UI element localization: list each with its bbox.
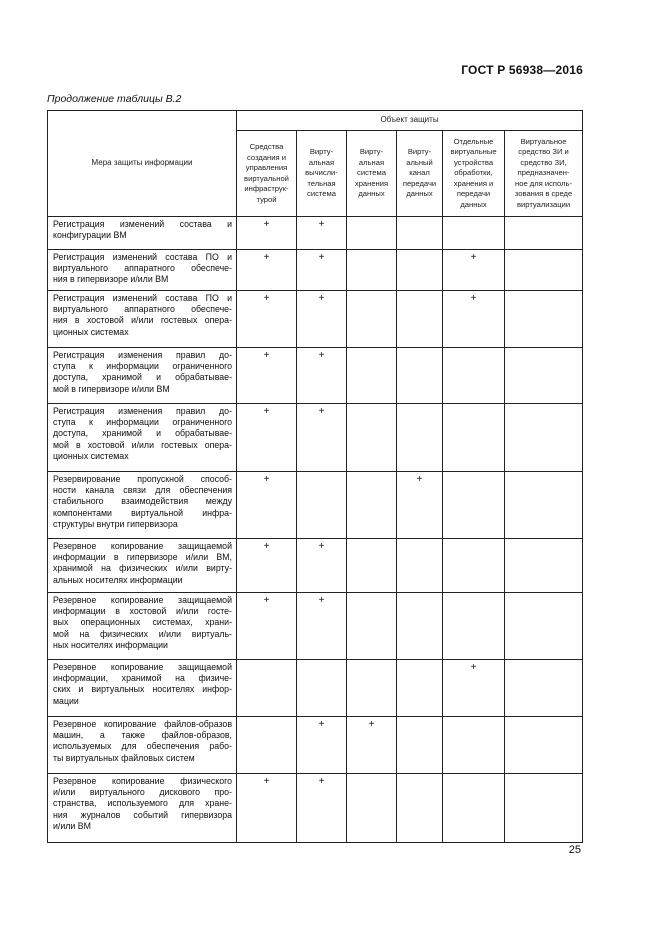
table-row <box>48 717 583 774</box>
applicability-mark <box>347 217 397 250</box>
applicability-mark <box>505 291 583 348</box>
applicability-mark <box>297 472 347 539</box>
measure-line: ступа к информации ограниченного <box>53 361 232 372</box>
measure-cell <box>48 217 237 250</box>
measure-line: структуры внутри гипервизора <box>53 518 178 529</box>
measure-line: мации <box>53 695 79 706</box>
applicability-mark <box>397 774 443 843</box>
applicability-mark <box>443 539 505 593</box>
measure-line: вых операционных системах, храни- <box>53 617 232 628</box>
header-line: система <box>307 189 336 199</box>
header-line: обработки, <box>454 168 493 178</box>
applicability-mark <box>397 539 443 593</box>
object-column-header <box>237 131 297 217</box>
page-number: 25 <box>568 844 581 856</box>
applicability-mark <box>397 660 443 717</box>
applicability-mark <box>397 717 443 774</box>
applicability-mark <box>347 348 397 404</box>
measure-cell <box>48 717 237 774</box>
header-line: данных <box>358 189 385 199</box>
applicability-mark <box>397 250 443 291</box>
measure-line: стабильного взаимодействия между <box>53 496 232 507</box>
applicability-mark: + <box>237 291 297 348</box>
measure-line: Резервирование пропускной способ- <box>53 474 232 484</box>
measure-line: альных носителях информации <box>53 574 183 585</box>
measure-line: мой в гипервизоре и/или ВМ <box>53 383 170 394</box>
applicability-mark <box>443 774 505 843</box>
header-line: виртуальной <box>244 173 289 183</box>
applicability-mark <box>505 660 583 717</box>
measure-line: Регистрация изменений состава и <box>53 219 232 229</box>
header-line: Отдельные <box>453 136 494 146</box>
header-line: средство ЗИ и <box>518 147 569 157</box>
measure-line: Резервное копирование защищаемой <box>53 662 232 672</box>
table-row <box>48 539 583 593</box>
measure-line: Регистрация изменения правил до- <box>53 406 232 416</box>
measure-cell <box>48 250 237 291</box>
measure-line: мой в хостовой и/или гостевых опера- <box>53 439 232 450</box>
header-line: средство ЗИ, <box>520 157 567 167</box>
applicability-mark <box>443 348 505 404</box>
applicability-mark: + <box>297 593 347 660</box>
applicability-mark <box>347 291 397 348</box>
measure-line: и/или ВМ <box>53 820 91 831</box>
applicability-mark <box>347 539 397 593</box>
table-row <box>48 593 583 660</box>
header-line: передачи <box>456 189 491 199</box>
measure-line: виртуального аппаратного обеспече- <box>53 304 232 315</box>
table-row <box>48 250 583 291</box>
applicability-mark <box>237 717 297 774</box>
applicability-mark: + <box>237 348 297 404</box>
header-line: передачи <box>402 178 437 188</box>
measure-line: доступа, хранимой и обрабатывае- <box>53 428 232 439</box>
measure-line: ты виртуальных файловых систем <box>53 752 195 763</box>
applicability-mark: + <box>297 717 347 774</box>
header-line: управления <box>245 163 288 172</box>
header-line: данных <box>460 199 487 209</box>
applicability-mark: + <box>297 291 347 348</box>
applicability-mark: + <box>237 404 297 472</box>
applicability-mark: + <box>237 774 297 843</box>
object-column-header <box>505 131 583 217</box>
measure-line: ных носителях информации <box>53 639 168 650</box>
measure-line: виртуального аппаратного обеспече- <box>53 263 232 274</box>
measure-line: странства, используемого для хране- <box>53 798 232 809</box>
measure-line: конфигурации ВМ <box>53 230 127 241</box>
measure-column-header: Мера защиты информации <box>48 111 237 217</box>
applicability-mark <box>347 472 397 539</box>
header-line: виртуальные <box>450 147 497 157</box>
applicability-mark <box>397 404 443 472</box>
header-line: альная <box>308 157 335 167</box>
applicability-mark <box>505 593 583 660</box>
measure-cell <box>48 472 237 539</box>
measure-line: используемых для обеспечения рабо- <box>53 741 232 752</box>
table-caption: Продолжение таблицы В.2 <box>47 93 182 105</box>
header-line: предназначен- <box>517 168 570 178</box>
applicability-mark <box>505 250 583 291</box>
measure-cell <box>48 404 237 472</box>
applicability-mark: + <box>297 539 347 593</box>
applicability-mark <box>443 717 505 774</box>
applicability-mark <box>505 217 583 250</box>
measure-line: информации в гипервизоре и/или ВМ, <box>53 552 232 563</box>
applicability-mark: + <box>297 404 347 472</box>
measure-line: ских и виртуальных носителях инфор- <box>53 684 232 695</box>
applicability-mark: + <box>443 250 505 291</box>
measure-cell <box>48 348 237 404</box>
measure-line: ния журналов событий гипервизора <box>53 809 232 820</box>
measure-line: хранимой на физических и/или вирту- <box>53 563 232 574</box>
measure-line: доступа, хранимой и обрабатывае- <box>53 372 232 383</box>
measure-cell <box>48 291 237 348</box>
measure-line: ности канала связи для обеспечения <box>53 485 232 496</box>
measure-line: ционных системах <box>53 326 129 337</box>
table-row <box>48 774 583 843</box>
applicability-mark <box>505 348 583 404</box>
object-column-header <box>443 131 505 217</box>
measure-line: компонентами виртуальной инфра- <box>53 507 232 518</box>
applicability-mark <box>347 774 397 843</box>
applicability-mark: + <box>237 539 297 593</box>
header-line: создания и <box>247 152 286 162</box>
header-line: альная <box>358 157 385 167</box>
measure-line: Регистрация изменений состава ПО и <box>53 252 232 262</box>
applicability-mark <box>443 472 505 539</box>
applicability-mark: + <box>443 660 505 717</box>
table-row <box>48 472 583 539</box>
applicability-mark <box>397 593 443 660</box>
header-line: система <box>357 168 386 178</box>
measure-line: ния в гипервизоре и/или ВМ <box>53 274 169 285</box>
object-column-header <box>397 131 443 217</box>
applicability-mark <box>505 539 583 593</box>
header-line: данных <box>406 189 433 199</box>
header-line: Вирту- <box>407 147 432 157</box>
measure-line: и/или виртуального дискового про- <box>53 787 232 798</box>
measure-line: информации, хранимой на физиче- <box>53 673 232 684</box>
applicability-mark <box>237 660 297 717</box>
applicability-mark <box>443 217 505 250</box>
header-line: хранения и <box>453 178 494 188</box>
measure-line: Резервное копирование защищаемой <box>53 541 232 551</box>
measure-line: Резервное копирование файлов-образов <box>53 719 232 729</box>
measure-line: Резервное копирование защищаемой <box>53 595 232 605</box>
table-row <box>48 291 583 348</box>
applicability-mark: + <box>237 472 297 539</box>
header-line: тельная <box>307 178 336 188</box>
measure-cell <box>48 593 237 660</box>
object-group-header: Объект защиты <box>237 111 583 131</box>
measure-line: Резервное копирование физического <box>53 776 232 786</box>
object-column-header <box>297 131 347 217</box>
applicability-mark: + <box>237 217 297 250</box>
applicability-mark: + <box>237 250 297 291</box>
standard-number: ГОСТ Р 56938—2016 <box>461 63 583 77</box>
measure-line: ционных системах <box>53 450 129 461</box>
header-line: виртуализации <box>517 199 571 209</box>
applicability-mark <box>397 348 443 404</box>
header-line: канал <box>409 168 430 178</box>
header-line: Вирту- <box>359 147 384 157</box>
applicability-mark: + <box>297 774 347 843</box>
table-row <box>48 348 583 404</box>
measure-line: ступа к информации ограниченного <box>53 417 232 428</box>
measure-line: Регистрация изменений состава ПО и <box>53 293 232 303</box>
applicability-mark: + <box>297 348 347 404</box>
header-line: ное для исполь- <box>515 178 573 188</box>
applicability-mark <box>505 717 583 774</box>
applicability-mark <box>347 250 397 291</box>
applicability-mark <box>297 660 347 717</box>
applicability-mark: + <box>237 593 297 660</box>
applicability-mark: + <box>347 717 397 774</box>
measure-cell <box>48 774 237 843</box>
applicability-mark <box>505 774 583 843</box>
applicability-mark: + <box>297 250 347 291</box>
header-line: устройства <box>453 157 494 167</box>
measure-line: ния в хостовой и/или гостевых опера- <box>53 315 232 326</box>
applicability-mark <box>347 593 397 660</box>
measure-line: Регистрация изменения правил до- <box>53 350 232 360</box>
measure-line: мой на физических и/или виртуаль- <box>53 628 232 639</box>
header-line: Виртуальное <box>520 136 567 146</box>
applicability-mark: + <box>443 291 505 348</box>
applicability-mark <box>443 404 505 472</box>
measure-cell <box>48 660 237 717</box>
applicability-mark <box>397 217 443 250</box>
table-row <box>48 217 583 250</box>
applicability-mark <box>505 404 583 472</box>
measure-line: машин, а также файлов-образов, <box>53 730 232 741</box>
protection-measures-table <box>47 110 583 843</box>
header-line: хранения <box>354 178 389 188</box>
applicability-mark <box>347 660 397 717</box>
measure-cell <box>48 539 237 593</box>
measure-line: информации в хостовой и/или госте- <box>53 606 232 617</box>
applicability-mark: + <box>297 217 347 250</box>
applicability-mark <box>443 593 505 660</box>
header-line: вычисли- <box>305 168 338 178</box>
header-line: альный <box>406 157 433 167</box>
header-line: зования в среде <box>514 189 573 199</box>
applicability-mark: + <box>397 472 443 539</box>
table-row <box>48 404 583 472</box>
applicability-mark <box>397 291 443 348</box>
header-line: Средства <box>249 142 284 151</box>
header-line: инфраструк- <box>244 184 289 193</box>
applicability-mark <box>347 404 397 472</box>
table-row <box>48 660 583 717</box>
object-column-header <box>347 131 397 217</box>
applicability-mark <box>505 472 583 539</box>
header-line: Вирту- <box>309 147 334 157</box>
header-line: турой <box>256 194 277 204</box>
